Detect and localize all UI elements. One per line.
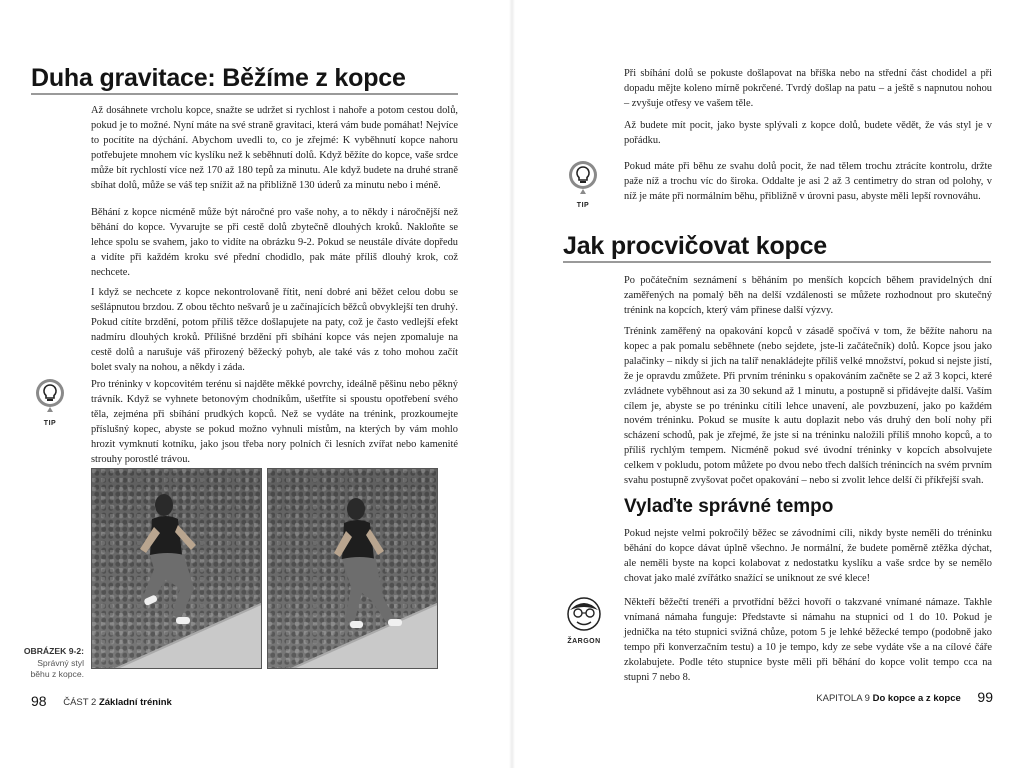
paragraph: Při sbíhání dolů se pokuste došlapovat na bříška nebo na střední část chodidel a při dopadu mějte koleno mírně pokrčené. Tvrdý došlap na patu – a ještě s napnutou nohou – zvyšuje otřesy ve vašem těle. bbox=[624, 68, 992, 109]
footer-left bbox=[31, 693, 172, 709]
jargon-icon bbox=[564, 596, 604, 645]
paragraph: Pokud nejste velmi pokročilý běžec se závodními cíli, nikdy byste neměli do tréninku běhání do kopce dávat úplně všechno. Je normální, že budete poměrně ztěžka dýchat, ale neměli byste na kopci kolabovat z nedostatku kyslíku a vaše srdce by se nemělo chovat jako malé zvířátko snažící se uniknout ze své klece! bbox=[624, 528, 992, 584]
lightbulb-icon bbox=[35, 378, 65, 414]
runner-photo-1 bbox=[91, 468, 262, 669]
section-title: Jak procvičovat kopce bbox=[563, 232, 827, 260]
paragraph: Až budete mít pocit, jako byste splývali z kopce dolů, budete vědět, že vás styl je v pořádku. bbox=[624, 120, 992, 146]
chapter-title: Do kopce a z kopce bbox=[872, 693, 961, 704]
caption-title: OBRÁZEK 9-2: bbox=[23, 646, 84, 656]
chapter-label: KAPITOLA 9 bbox=[816, 693, 870, 704]
jargon-face-icon bbox=[566, 596, 602, 632]
subsection-title: Vylaďte správné tempo bbox=[624, 496, 834, 517]
paragraph: I když se nechcete z kopce nekontrolovaně řítit, není dobré ani běžet celou dobu se sešlápnutou brzdou. Z obou těchto nešvarů je u začínajících běžců obvyklejší ten druhý. Pokud cítíte brzdění, potom příliš těžce došlapujete na paty, což je často vedlejší efekt nadmíru dlouhých kroků. Přílišné brzdění při sbíhání kopce vás nejen zpomaluje na cestě dolů a narušuje váš přirozený běžecký pohyb, ale také vás z toho mohou začít bolet svaly na nohou, a někdy i záda. bbox=[91, 287, 458, 373]
right-page bbox=[512, 0, 1024, 768]
tip-icon bbox=[566, 160, 600, 209]
runner-figure bbox=[268, 469, 438, 669]
paragraph: Až dosáhnete vrcholu kopce, snažte se udržet si rychlost i nahoře a potom cestou dolů, pokud je to možné. Nyní máte na své straně gravitaci, která vám bude pomáhat! Nejvíce to pocítíte na dýchání. Abychom uvedli to, co je zřejmé: K vyběhnutí kopce nahoru potřebujete mnohem víc kyslíku než k seběhnutí dolů. Když běžíte do kopce, vaše srdce může bít rychlostí více než 170 až 180 tepů za minutu. Ale když budete na druhé straně sbíhat dolů, může se váš tep snížit až na přibližně 130 úderů za minutu nebo i méně. bbox=[91, 105, 459, 191]
tip-paragraph: Pro tréninky v kopcovitém terénu si najděte měkké povrchy, ideálně pěšinu nebo pěkný trávník. Když se vyhnete betonovým chodníkům, ušetříte si spoustu opotřebení svého těla, zejména při sbíhání prudkých kopců. Než se vydáte na trénink, prozkoumejte příslušný kopec, abyste se pokud možno vyhnuli místům, na kterých by vám mohlo hrozit vymknutí kotníku, jako jsou třeba nory polních či lesních zvířat nebo kamenité strouhy porostlé trávou. bbox=[91, 379, 458, 465]
tip-icon bbox=[33, 378, 67, 427]
runner-photo-2 bbox=[267, 468, 438, 669]
caption-text: Správný styl běhu z kopce. bbox=[30, 657, 84, 679]
page-number: 98 bbox=[31, 693, 47, 709]
footer-right bbox=[816, 689, 993, 705]
jargon-label: ŽARGON bbox=[567, 638, 601, 645]
part-title: Základní trénink bbox=[98, 697, 172, 708]
paragraph: Běhání z kopce nicméně může být náročné pro vaše nohy, a to někdy i náročnější než běhání do kopce. Vyvarujte se při cestě dolů zbytečně dlouhých kroků. Nakloňte se lehce spolu se svahem, jako to vidíte na obrázku 9-2. Pokud se neustále díváte dopředu a vidíte při každém kroku své přední chodidlo, pak máte příliš dlouhý krok, což nechcete. bbox=[91, 207, 458, 278]
paragraph: Po počátečním seznámení s běháním po menších kopcích během pravidelných dní zaměřených na pomalý běh na delší vzdálenosti se můžete rozhodnout pro skutečný trénink na kopcích, který vám přinese další výzvy. bbox=[624, 275, 992, 316]
figure-caption bbox=[20, 646, 84, 681]
lightbulb-icon bbox=[568, 160, 598, 196]
page-title-left: Duha gravitace: Běžíme z kopce bbox=[31, 64, 406, 92]
section-underline bbox=[563, 261, 991, 263]
page-number: 99 bbox=[977, 689, 993, 705]
runner-figure bbox=[92, 469, 262, 669]
tip-label: TIP bbox=[576, 202, 590, 209]
tip-label: TIP bbox=[43, 420, 57, 427]
paragraph: Trénink zaměřený na opakování kopců v zásadě spočívá v tom, že běžíte nahoru na kopec a pak pomalu seběhnete (nebo sejdete, jste-li začátečník) dolů. Kopce jsou jako palačinky – nikdy si jich na talíř nenakládejte příliš velké množství, pokud si nejste jistí, že je opravdu zmůžete. Při prvním tréninku s opakováním začněte se 2 až 3 kopci, které zvládnete vyběhnout asi za 30 sekund až 1 minutu, a postupně si přidávejte další. Vaším cílem je, abyste se po tréninku cítili lehce unavení, ale povzbuzení, jako po každém novém tréninku. Pokud se musíte k autu doplazit nebo vás druhý den bolí nohy při scházení schodů, pak je zřejmé, že jste si na tréninku naložili příliš mnoho kopců, a to příliš rychlým tempem. Nicméně pokud své úvodní tréninky v kopcích absolvujete celkem v pokludu, potom můžete po dvou nebo třech dalších trénincích na svém prvním svahu postupně zvyšovat počet opakování – nebo si zvolit lehce delší či příkřejší svah. bbox=[624, 326, 992, 487]
part-label: ČÁST 2 bbox=[63, 697, 97, 708]
tip-paragraph: Pokud máte při běhu ze svahu dolů pocit, že nad tělem trochu ztrácíte kontrolu, držte paže níž a trochu víc do široka. Oddalte je asi 2 až 3 centimetry do stran od polohy, v níž je máte při normálním běhu, přibližně v úrovni pasu, abyste měli lepší rovnováhu. bbox=[624, 161, 992, 202]
jargon-paragraph: Někteří běžečtí trenéři a prvotřídní běžci hovoří o takzvané vnímané námaze. Takhle vnímaná námaha funguje: Představte si námahu na stupnici od 1 do 10. Pokud je jednička na této stupnici svižná chůze, potom 5 je lehké běžecké tempo (podobně jako tempo při konverzačním testu) a 10 je tempo, kdy ze sebe vydáte vše a na cílové čáře zkolabujete. Podle této stupnice byste měli při běhání do kopce volit tempo cca na stupni 7 nebo 8. bbox=[624, 597, 992, 683]
title-underline bbox=[31, 93, 458, 95]
